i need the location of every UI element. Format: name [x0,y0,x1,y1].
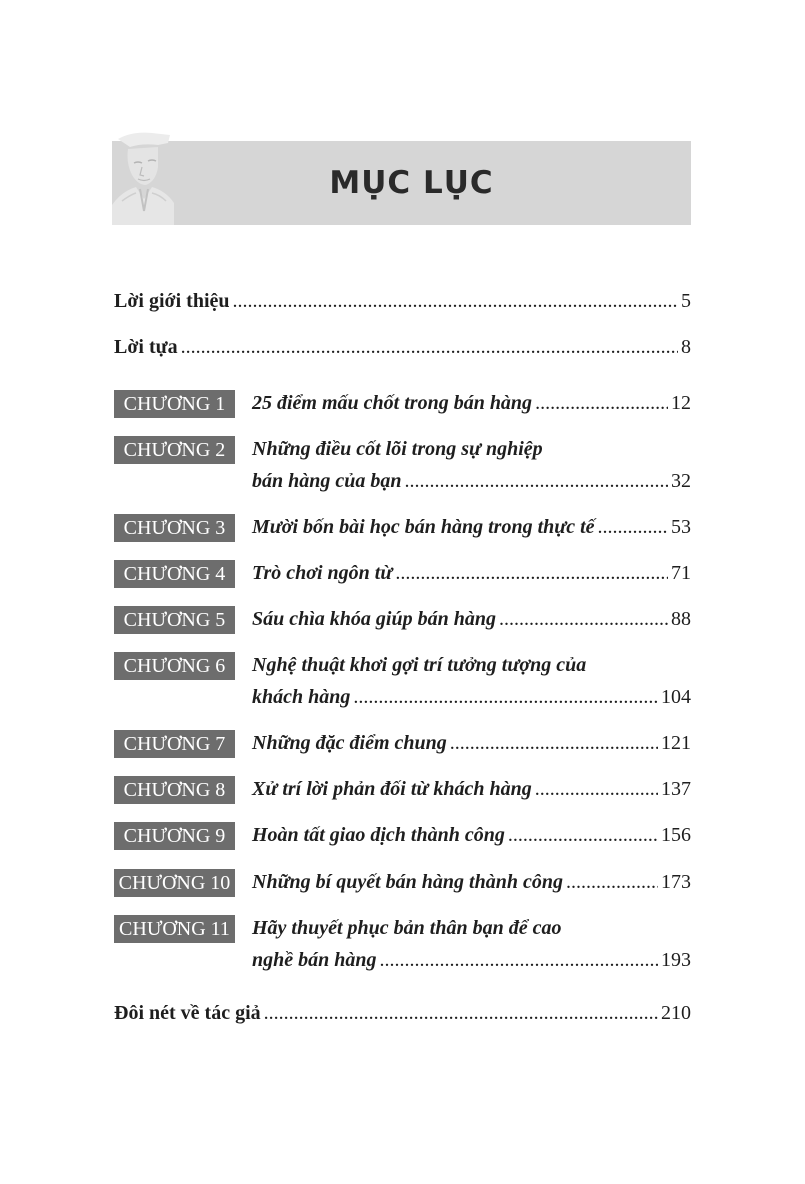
chapter-badge: CHƯƠNG 2 [114,436,235,464]
chapter-badge: CHƯƠNG 7 [114,730,235,758]
chapter-title-line1: Những điều cốt lõi trong sự nghiệp [252,438,543,460]
toc-entry-chapter[interactable] [252,682,691,712]
toc-entry-title: bán hàng của bạn [252,470,402,492]
toc-page-number: 88 [671,608,691,630]
toc-page-number: 8 [681,336,691,358]
toc-page-number: 137 [661,778,691,800]
toc-page-number: 121 [661,732,691,754]
toc-page-number: 210 [661,1002,691,1024]
toc-entry-chapter[interactable] [252,558,691,588]
chapter-badge: CHƯƠNG 10 [114,869,235,897]
toc-entry-chapter[interactable] [252,728,691,758]
toc-page-number: 173 [661,871,691,893]
chapter-badge: CHƯƠNG 8 [114,776,235,804]
dot-leader [535,774,658,804]
chapter-badge: CHƯƠNG 1 [114,390,235,418]
toc-entry-title: Đôi nét về tác giả [114,1002,261,1024]
toc-entry-chapter[interactable] [252,604,691,634]
toc-entry-chapter[interactable] [252,388,691,418]
toc-entry-chapter[interactable] [252,867,691,897]
dot-leader [566,867,658,897]
dot-leader [508,820,658,850]
dot-leader [395,558,668,588]
toc-page-number: 104 [661,686,691,708]
dot-leader [405,466,669,496]
toc-entry-chapter[interactable] [252,820,691,850]
toc-entry-title: khách hàng [252,686,351,708]
dot-leader [233,286,679,316]
toc-entry-title: nghề bán hàng [252,949,377,971]
toc-entry-title: Hoàn tất giao dịch thành công [252,824,505,846]
dot-leader [353,682,658,712]
toc-page-number: 12 [671,392,691,414]
chapter-title-line1: Hãy thuyết phục bản thân bạn để cao [252,917,562,939]
chapter-badge: CHƯƠNG 9 [114,822,235,850]
toc-entry-front[interactable] [114,286,691,316]
dot-leader [380,945,659,975]
chapter-badge: CHƯƠNG 6 [114,652,235,680]
toc-entry-title: Mười bốn bài học bán hàng trong thực tế [252,516,595,538]
toc-page-number: 156 [661,824,691,846]
toc-page-number: 32 [671,470,691,492]
toc-entry-title: Trò chơi ngôn từ [252,562,393,584]
toc-entry-title: Xử trí lời phản đối từ khách hàng [252,778,532,800]
dot-leader [535,388,668,418]
toc-entry-title: Lời giới thiệu [114,290,230,312]
toc-entry-back[interactable] [114,998,691,1028]
toc-page-number: 193 [661,949,691,971]
toc-entry-title: 25 điểm mấu chốt trong bán hàng [252,392,533,414]
page-title: MỤC LỤC [329,165,494,201]
toc-page-number: 71 [671,562,691,584]
toc-page-number: 5 [681,290,691,312]
toc-entry-chapter[interactable] [252,512,691,542]
chapter-title-line1: Nghệ thuật khơi gợi trí tưởng tượng của [252,654,587,676]
chapter-badge: CHƯƠNG 3 [114,514,235,542]
chapter-badge: CHƯƠNG 5 [114,606,235,634]
toc-entry-title: Những đặc điểm chung [252,732,447,754]
chapter-badge: CHƯƠNG 4 [114,560,235,588]
toc-entry-front[interactable] [114,332,691,362]
toc-entry-chapter[interactable] [252,774,691,804]
dot-leader [499,604,668,634]
dot-leader [450,728,658,758]
dot-leader [598,512,668,542]
chapter-badge: CHƯƠNG 11 [114,915,235,943]
toc-entry-title: Những bí quyết bán hàng thành công [252,871,563,893]
dot-leader [181,332,678,362]
toc-entry-title: Lời tựa [114,336,178,358]
dot-leader [264,998,658,1028]
toc-entry-title: Sáu chìa khóa giúp bán hàng [252,608,496,630]
toc-entry-chapter[interactable] [252,466,691,496]
toc-page-number: 53 [671,516,691,538]
toc-entry-chapter[interactable] [252,945,691,975]
